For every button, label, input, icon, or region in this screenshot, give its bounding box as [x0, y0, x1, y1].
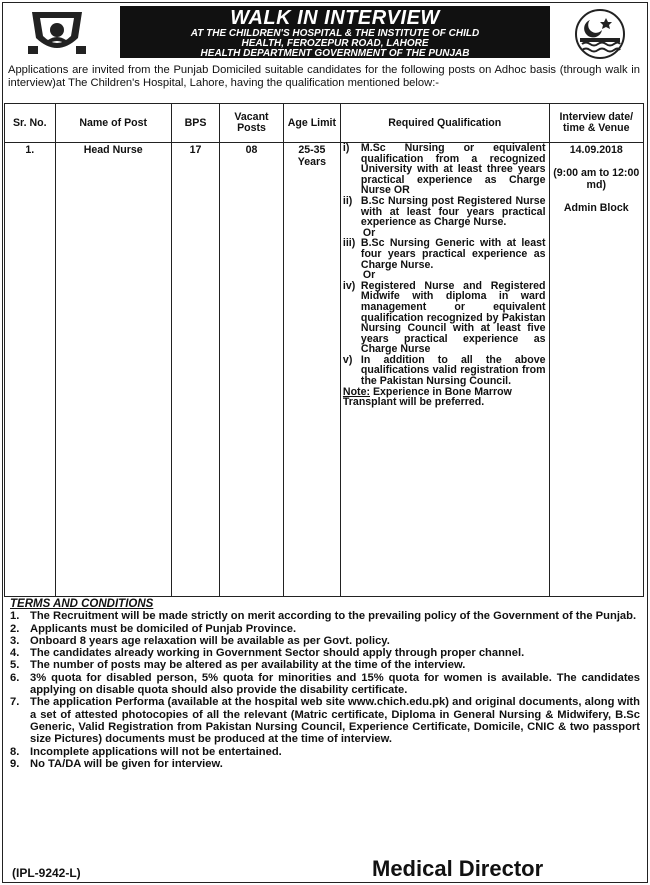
table-row: [5, 143, 644, 597]
reference-number: (IPL-9242-L): [12, 866, 81, 880]
interview-venue: Admin Block: [563, 201, 629, 214]
hospital-logo-icon: [26, 8, 88, 58]
terms-heading: TERMS AND CONDITIONS: [10, 598, 154, 610]
term-item: 2. Applicants must be domiciled of Punjab Province.: [10, 622, 297, 635]
qualification-or: Or: [362, 226, 376, 239]
intro-paragraph: Applications are invited from the Punjab Domiciled suitable candidates for the following posts on Adhoc basis (through walk in interview)at The Children's Hospital, Lahore, having the qualification mentioned below:-: [8, 64, 640, 89]
header-line-3: HEALTH DEPARTMENT GOVERNMENT OF THE PUNJAB: [200, 48, 470, 59]
qualification-or: Or: [362, 269, 376, 282]
header-line-1: AT THE CHILDREN'S HOSPITAL & THE INSTITUTE OF CHILD: [190, 28, 480, 39]
table-header-row: [5, 104, 644, 143]
term-item: 4. The candidates already working in Government Sector should apply through proper channel.: [10, 647, 525, 660]
cell-bps: 17: [171, 143, 219, 597]
term-item: 1. The Recruitment will be made strictly on merit according to the prevailing policy of the Government of the Punjab.: [10, 610, 637, 623]
signatory: Medical Director: [372, 856, 544, 881]
cell-qualification: [340, 143, 549, 597]
term-item: 6. 3% quota for disabled person, 5% quota for minorities and 15% quota for women is available. The candidates applying on disable quota should also provide the disability certificate.: [10, 671, 640, 697]
col-header-qualification: Required Qualification: [340, 104, 549, 143]
col-header-age: Age Limit: [283, 104, 340, 143]
cell-age: 25-35 Years: [283, 143, 340, 597]
qualification-item: v) In addition to all the above qualifications valid registration from the Pakistan Nursing Council.: [342, 353, 546, 388]
term-item: 9. No TA/DA will be given for interview.: [10, 757, 223, 770]
qualification-item: iv) Registered Nurse and Registered Midwife with diploma in ward management or equivalent qualification recognized by Pakistan Nursing Council with at least five years practical experience as Charge Nurse: [342, 279, 546, 356]
cell-interview: [549, 143, 643, 597]
col-header-sr-no: Sr. No.: [5, 104, 56, 143]
col-header-post: Name of Post: [55, 104, 171, 143]
term-item: 8. Incomplete applications will not be entertained.: [10, 745, 282, 758]
title-banner: [120, 6, 550, 58]
header: [2, 2, 648, 62]
cell-vacant: 08: [220, 143, 284, 597]
cell-sr-no: 1.: [5, 143, 56, 597]
col-header-vacant: Vacant Posts: [220, 104, 284, 143]
header-line-2: HEALTH, FEROZEPUR ROAD, LAHORE: [241, 38, 429, 49]
interview-date: 14.09.2018: [569, 144, 623, 156]
qualification-note: Note: Experience in Bone Marrow Transplant will be preferred.: [342, 385, 512, 409]
page-title: WALK IN INTERVIEW: [230, 7, 440, 29]
col-header-bps: BPS: [171, 104, 219, 143]
term-item: 5. The number of posts may be altered as per availability at the time of the interview.: [10, 659, 466, 672]
qualification-item: ii) B.Sc Nursing post Registered Nurse with at least four years practical experience as Charge Nurse.: [342, 194, 546, 229]
cell-post: Head Nurse: [55, 143, 171, 597]
qualification-item: iii) B.Sc Nursing Generic with at least four years practical experience as Charge Nurse.: [342, 237, 546, 271]
term-item: 3. Onboard 8 years age relaxation will be available as per Govt. policy.: [10, 634, 390, 647]
posts-table: [4, 103, 644, 597]
term-item: 7. The application Performa (available at the hospital web site www.chich.edu.pk) and original documents, along with a set of attested photocopies of all the relevant (Matric certificate, Diploma in General Nursing & Midwifery, B.Sc Generic, Valid Registration from Pakistan Nursing Council, Experience Certificate, Domicile, CNIC & two passport size Pictures) documents must be produced at the time of interview.: [10, 696, 640, 746]
col-header-interview: Interview date/ time & Venue: [549, 104, 643, 143]
qualification-item: i) M.Sc Nursing or equivalent qualification from a recognized University with at least three years practical experience as Charge Nurse OR: [342, 142, 546, 197]
interview-time: (9:00 am to 12:00 md): [553, 166, 640, 191]
punjab-govt-emblem-icon: [568, 8, 632, 60]
terms-section: [10, 598, 640, 770]
